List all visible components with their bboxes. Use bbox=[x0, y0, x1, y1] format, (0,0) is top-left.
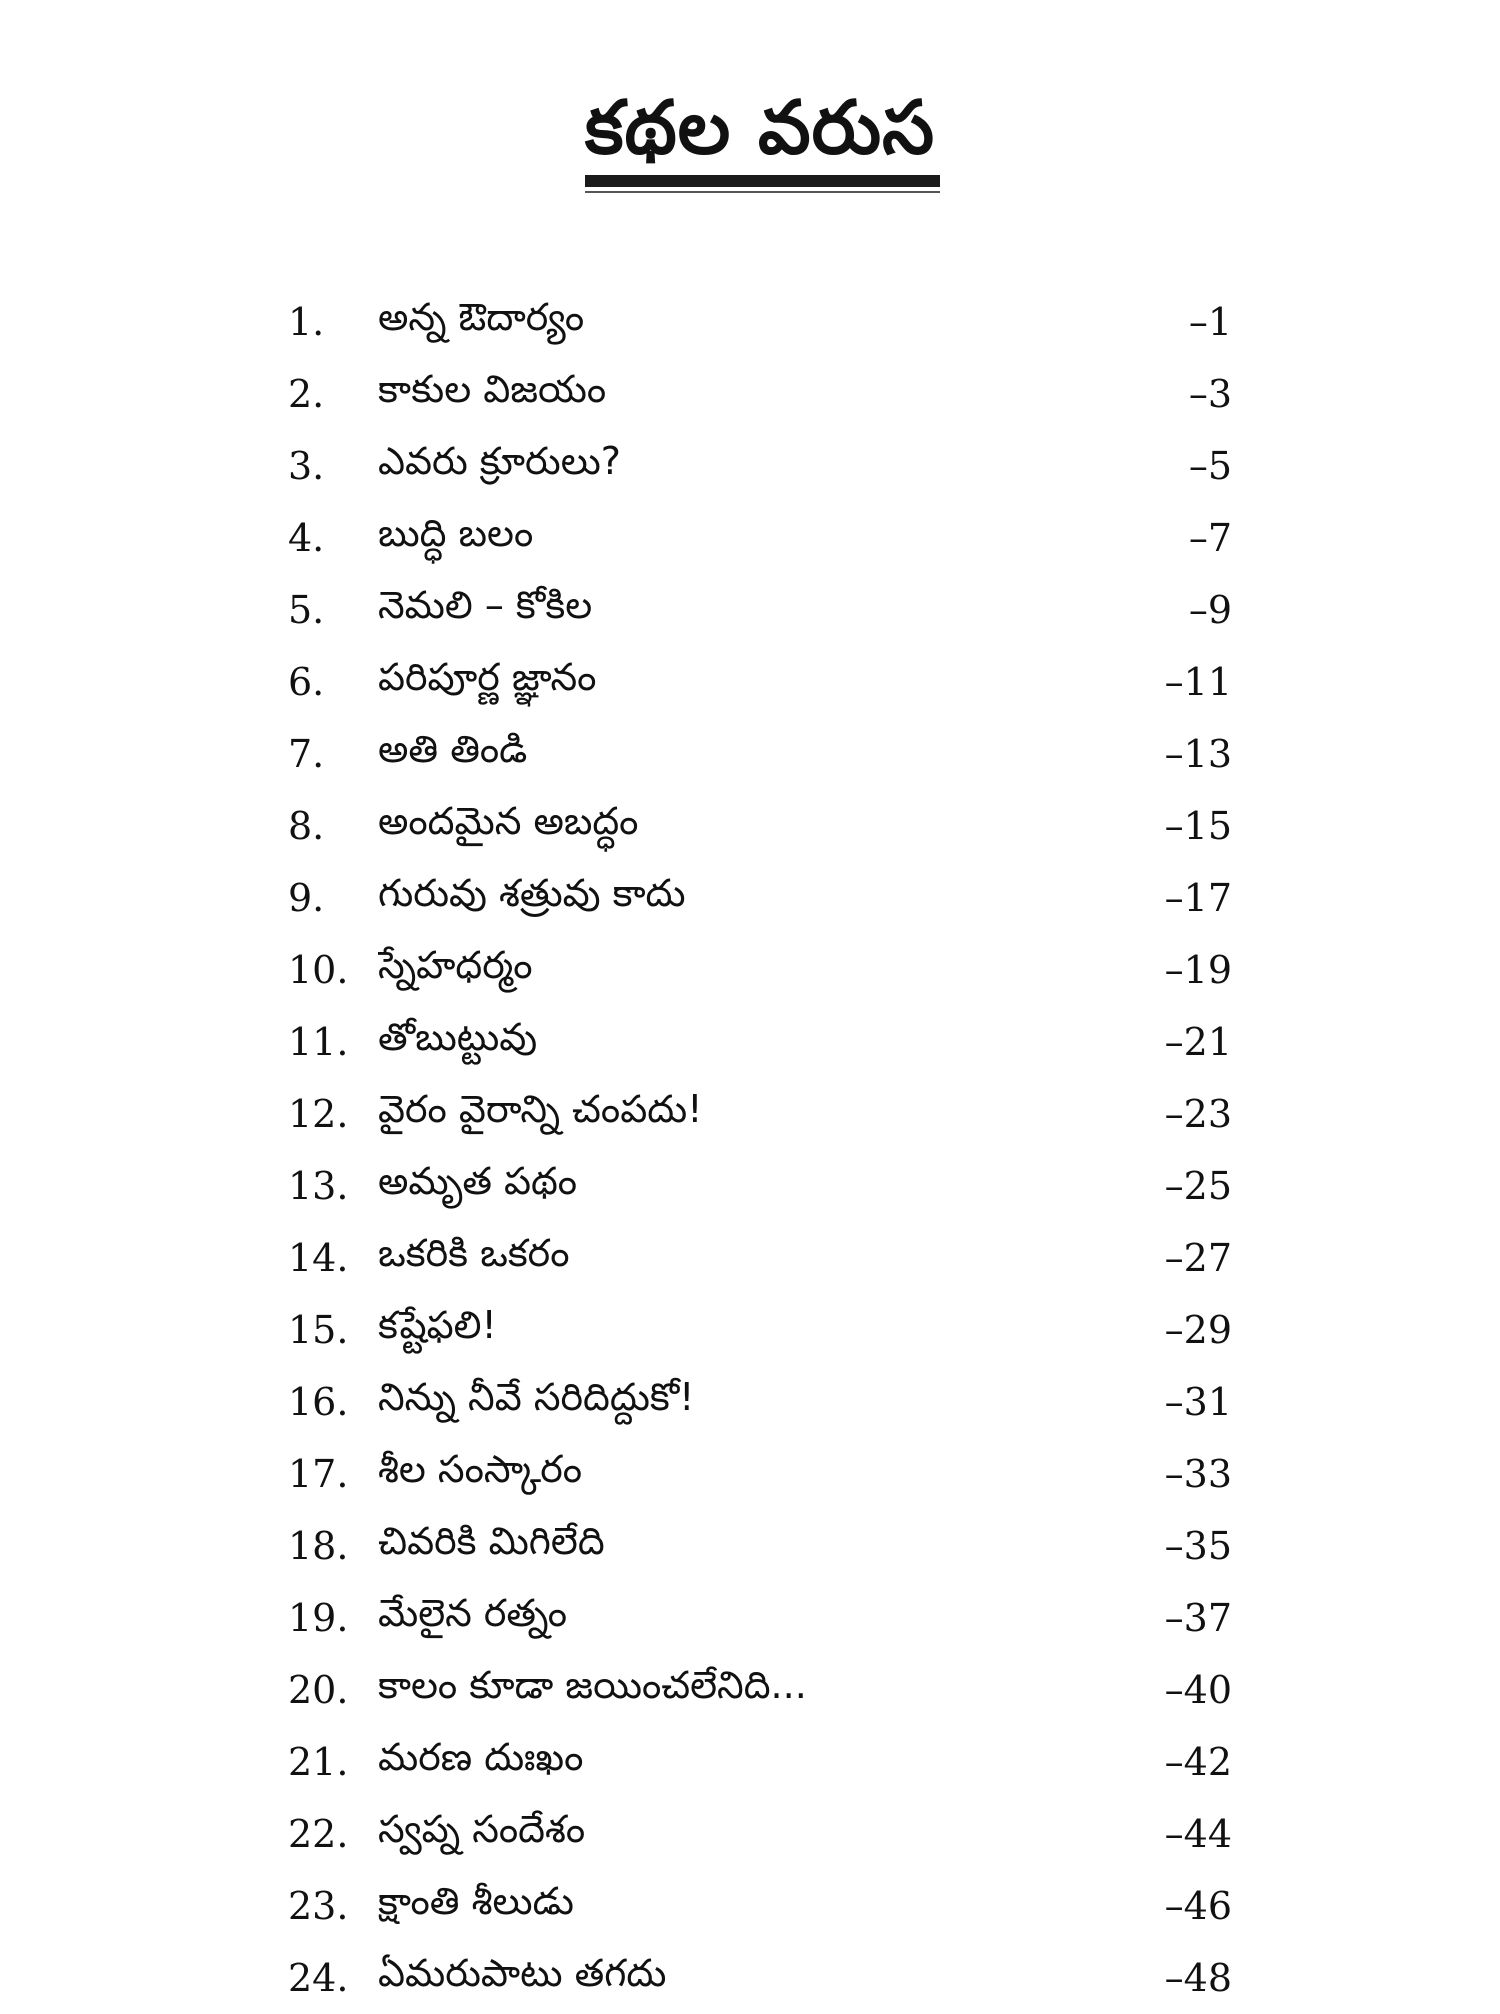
entry-title: చివరికి మిగిలేది bbox=[378, 1519, 605, 1563]
entry-page: –23 bbox=[1164, 1092, 1232, 1136]
toc-entry bbox=[288, 574, 1232, 646]
entry-number: 8. bbox=[288, 804, 325, 848]
entry-number: 23. bbox=[288, 1884, 349, 1928]
entry-number: 14. bbox=[288, 1236, 349, 1280]
toc-entry bbox=[288, 1798, 1232, 1870]
entry-title: కాలం కూడా జయించలేనిది... bbox=[378, 1663, 807, 1707]
entry-page: –3 bbox=[1188, 372, 1232, 416]
entry-title: మేలైన రత్నం bbox=[378, 1591, 568, 1635]
title-block bbox=[0, 78, 1500, 178]
entry-page: –5 bbox=[1188, 444, 1232, 488]
toc-entry bbox=[288, 1942, 1232, 2014]
entry-title: ఒకరికి ఒకరం bbox=[378, 1231, 570, 1275]
toc-entry bbox=[288, 1078, 1232, 1150]
entry-number: 17. bbox=[288, 1452, 349, 1496]
entry-page: –7 bbox=[1188, 516, 1232, 560]
entry-page: –15 bbox=[1164, 804, 1232, 848]
toc-entry bbox=[288, 1510, 1232, 1582]
toc-entry bbox=[288, 1654, 1232, 1726]
entry-number: 20. bbox=[288, 1668, 349, 1712]
toc-entry bbox=[288, 934, 1232, 1006]
entry-title: స్వప్న సందేశం bbox=[378, 1807, 586, 1851]
entry-title: మరణ దుఃఖం bbox=[378, 1735, 584, 1779]
entry-number: 11. bbox=[288, 1020, 349, 1064]
entry-page: –35 bbox=[1164, 1524, 1232, 1568]
toc-entry bbox=[288, 1006, 1232, 1078]
entry-number: 5. bbox=[288, 588, 325, 632]
entry-page: –48 bbox=[1164, 1956, 1232, 2000]
entry-number: 9. bbox=[288, 876, 325, 920]
entry-number: 21. bbox=[288, 1740, 349, 1784]
entry-page: –13 bbox=[1164, 732, 1232, 776]
entry-page: –37 bbox=[1164, 1596, 1232, 1640]
toc-entry bbox=[288, 358, 1232, 430]
toc-entry bbox=[288, 430, 1232, 502]
entry-number: 13. bbox=[288, 1164, 349, 1208]
entry-number: 2. bbox=[288, 372, 325, 416]
entry-title: కాకుల విజయం bbox=[378, 367, 607, 411]
entry-number: 3. bbox=[288, 444, 325, 488]
entry-page: –40 bbox=[1164, 1668, 1232, 1712]
toc-entry bbox=[288, 1870, 1232, 1942]
entry-title: అతి తిండి bbox=[378, 727, 528, 771]
entry-title: స్నేహధర్మం bbox=[378, 943, 533, 987]
entry-title: శీల సంస్కారం bbox=[378, 1447, 583, 1491]
entry-number: 6. bbox=[288, 660, 325, 704]
toc-entry bbox=[288, 646, 1232, 718]
title-underline-thin bbox=[585, 191, 940, 193]
entry-title: బుద్ధి బలం bbox=[378, 511, 534, 555]
entry-number: 16. bbox=[288, 1380, 349, 1424]
title-underline-thick bbox=[585, 175, 940, 187]
entry-page: –42 bbox=[1164, 1740, 1232, 1784]
entry-page: –29 bbox=[1164, 1308, 1232, 1352]
toc-entry bbox=[288, 1366, 1232, 1438]
entry-page: –46 bbox=[1164, 1884, 1232, 1928]
entry-page: –27 bbox=[1164, 1236, 1232, 1280]
toc-entry bbox=[288, 1438, 1232, 1510]
entry-title: కష్టేఫలి! bbox=[378, 1303, 497, 1347]
toc-entry bbox=[288, 790, 1232, 862]
entry-number: 22. bbox=[288, 1812, 349, 1856]
entry-title: వైరం వైరాన్ని చంపదు! bbox=[378, 1087, 703, 1131]
entry-title: గురువు శత్రువు కాదు bbox=[378, 871, 686, 915]
entry-page: –9 bbox=[1188, 588, 1232, 632]
entry-page: –17 bbox=[1164, 876, 1232, 920]
entry-title: నెమలి – కోకిల bbox=[378, 583, 593, 627]
entry-page: –25 bbox=[1164, 1164, 1232, 1208]
entry-title: అందమైన అబద్ధం bbox=[378, 799, 639, 843]
page-title: కథల వరుస bbox=[584, 85, 936, 171]
toc-entry bbox=[288, 862, 1232, 934]
toc-entry bbox=[288, 1222, 1232, 1294]
entry-page: –33 bbox=[1164, 1452, 1232, 1496]
entry-number: 10. bbox=[288, 948, 349, 992]
entry-page: –19 bbox=[1164, 948, 1232, 992]
toc-entry bbox=[288, 286, 1232, 358]
entry-page: –21 bbox=[1164, 1020, 1232, 1064]
entry-number: 15. bbox=[288, 1308, 349, 1352]
entry-number: 24. bbox=[288, 1956, 349, 2000]
entry-number: 1. bbox=[288, 300, 325, 344]
entry-number: 19. bbox=[288, 1596, 349, 1640]
entry-title: ఎవరు క్రూరులు? bbox=[378, 439, 621, 483]
toc-entry bbox=[288, 502, 1232, 574]
entry-title: నిన్ను నీవే సరిదిద్దుకో! bbox=[378, 1375, 695, 1419]
entry-page: –1 bbox=[1188, 300, 1232, 344]
entry-page: –11 bbox=[1164, 660, 1232, 704]
toc-entry bbox=[288, 1150, 1232, 1222]
entry-title: క్షాంతి శీలుడు bbox=[378, 1879, 574, 1923]
entry-title: ఏమరుపాటు తగదు bbox=[378, 1951, 667, 1995]
entry-number: 4. bbox=[288, 516, 325, 560]
toc-entry bbox=[288, 1294, 1232, 1366]
toc-entry bbox=[288, 718, 1232, 790]
toc-entry bbox=[288, 1582, 1232, 1654]
entry-title: తోబుట్టువు bbox=[378, 1015, 538, 1059]
entry-number: 12. bbox=[288, 1092, 349, 1136]
entry-number: 7. bbox=[288, 732, 325, 776]
entry-page: –44 bbox=[1164, 1812, 1232, 1856]
entry-title: అన్న ఔదార్యం bbox=[378, 295, 585, 339]
table-of-contents bbox=[288, 286, 1232, 2014]
entry-title: పరిపూర్ణ జ్ఞానం bbox=[378, 655, 597, 699]
entry-number: 18. bbox=[288, 1524, 349, 1568]
entry-page: –31 bbox=[1164, 1380, 1232, 1424]
toc-entry bbox=[288, 1726, 1232, 1798]
entry-title: అమృత పథం bbox=[378, 1159, 578, 1203]
